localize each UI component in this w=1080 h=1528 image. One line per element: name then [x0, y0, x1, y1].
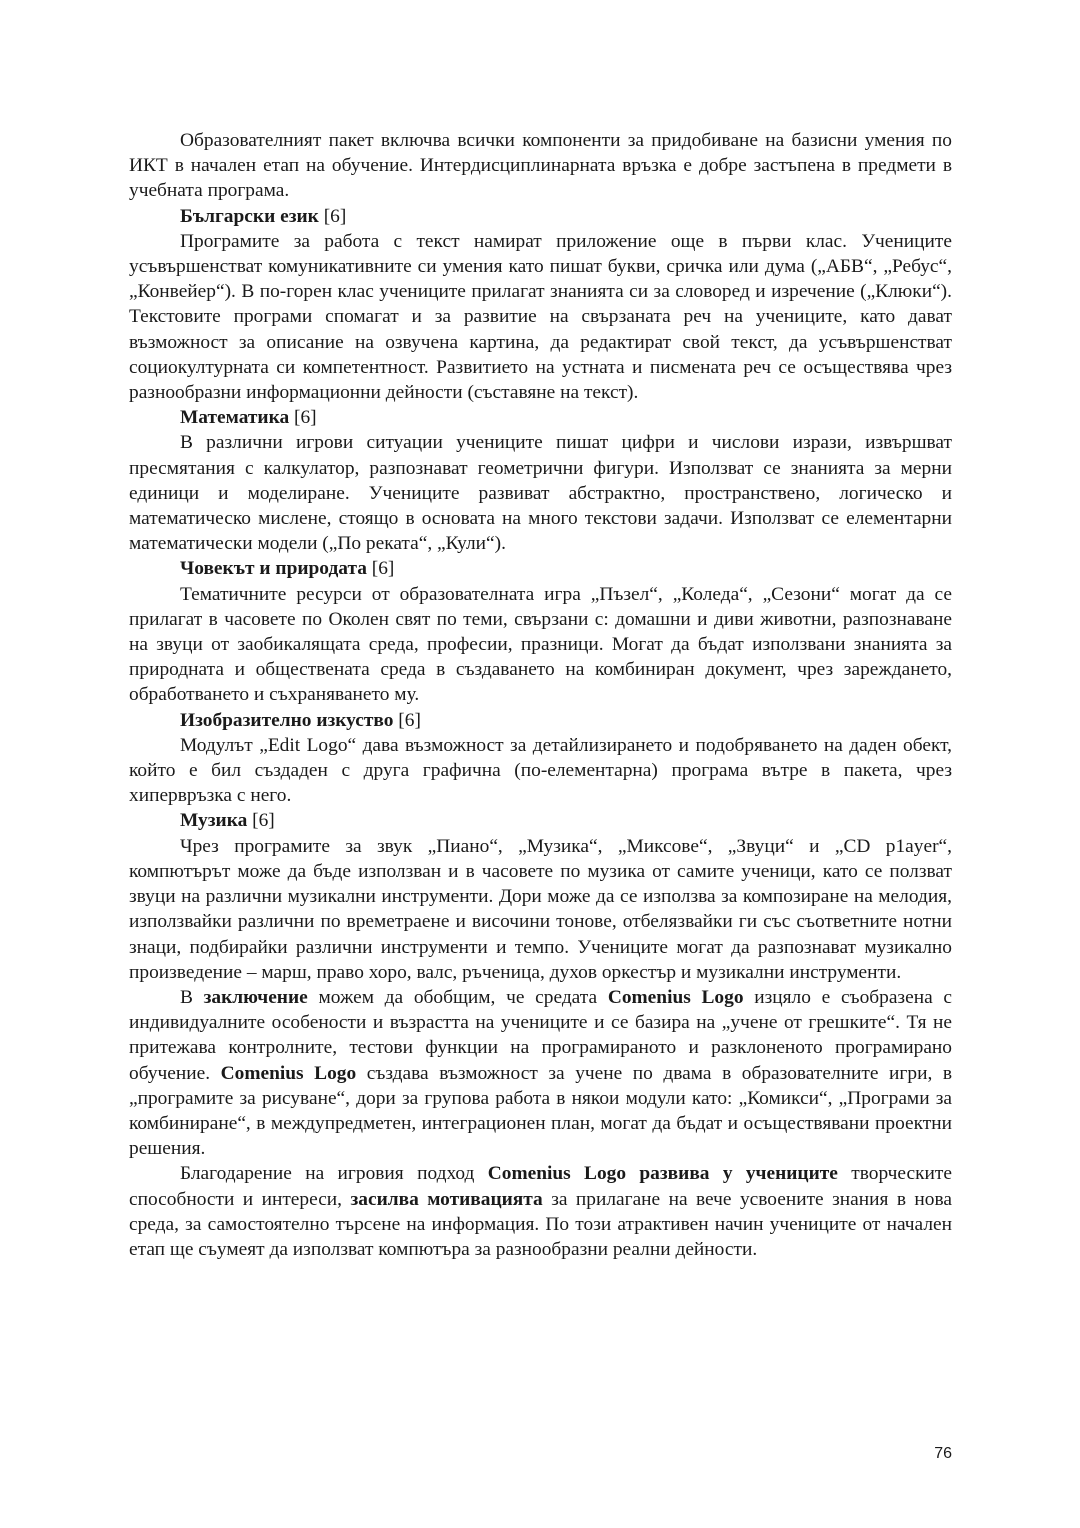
- page-number: 76: [934, 1445, 952, 1462]
- section-text-nature: Тематичните ресурси от образователната игра „Пъзел“, „Коледа“, „Сезони“ могат да се прилагат в часовете по Околен свят по теми, свързани с: домашни и диви животни, разпознаване на звуци от заобикалящата среда, професии, празници. Могат да бъдат използвани знанията за природната и обществената среда в създаването на комбиниран документ, чрез зареждането, обработването и съхраняването му.: [129, 583, 952, 706]
- document-body: [129, 128, 952, 1262]
- section-title: Изобразително изкуство: [180, 709, 394, 731]
- text-run: създава възможност за учене по двама в образователните игри, в „програмите за рисуване“, дори за групова работа в някои модули като: „Комикси“, „Програми за комбиниране“, в междупредметен, интеграционен план, могат да бъдат и осъществявани проектни решения.: [129, 1062, 952, 1160]
- text-run: за прилагане на вече усвоените знания в нова среда, за самостоятелно търсене на информация. По този атрактивен начин учениците от начален етап ще съумеят да използват компютъра за разнообразни реални дейности.: [129, 1188, 952, 1260]
- final-paragraph: [129, 1161, 952, 1262]
- bold-run: заключение: [203, 986, 308, 1008]
- intro-paragraph: Образователният пакет включва всички компоненти за придобиване на базисни умения по ИКТ в начален етап на обучение. Интердисциплинарната връзка е добре застъпена в предмети в учебната програма.: [129, 130, 952, 202]
- section-ref: [6]: [366, 558, 395, 580]
- section-text-bulgarian: Програмите за работа с текст намират приложение още в първи клас. Учениците усъвършенстват комуникативните си умения като пишат букви, сричка или дума („АБВ“, „Ребус“, „Конвейер“). В по-горен клас учениците прилагат знанията си за словоред и изречение („Клюки“). Текстовите програми спомагат и за развитие на свързаната реч на учениците, като дават възможност за описание на озвучена картина, да редактират свой текст, да усъвършенстват социокултурната си компетентност. Развитието на устната и писмената реч се осъществява чрез разнообразни информационни дейности (съставяне на текст).: [129, 230, 952, 404]
- text-run: Благодарение на игровия подход: [180, 1163, 488, 1185]
- bold-run: засилва мотивацията: [350, 1188, 543, 1210]
- text-run: изцяло е съобразена с индивидуалните особености и възрастта на учениците и се базира на „учене от грешките“. Тя не притежава контролните, тестови функции на програмираното и разклоненото програмирано обучение.: [129, 986, 952, 1084]
- section-ref: [6]: [247, 810, 275, 832]
- section-heading-music: [129, 808, 952, 833]
- section-ref: [6]: [289, 407, 317, 429]
- section-title: Човекът и природата: [180, 558, 367, 580]
- section-heading-bulgarian: [129, 204, 952, 229]
- bold-run: Comenius Logo: [607, 986, 744, 1008]
- conclusion-paragraph: [129, 985, 952, 1161]
- section-text-art: Модулът „Edit Logo“ дава възможност за детайлизирането и подобряването на даден обект, който е бил създаден с друга графична (по-елементарна) програма вътре в пакета, чрез хипервръзка с него.: [129, 734, 952, 807]
- section-ref: [6]: [393, 709, 421, 731]
- section-text-music: Чрез програмите за звук „Пиано“, „Музика“, „Миксове“, „Звуци“ и „CD p1ayer“, компютърът може да бъде използван и в часовете по музика от самите ученици, като се ползват звуци на различни музикални инструменти. Дори може да се използва за композиране на мелодия, използвайки различни по времетраене и височини тонове, отбелязвайки ги със съответните нотни знаци, подбирайки различни инструменти и темпо. Учениците могат да разпознават музикално произведение – марш, право хоро, валс, ръченица, духов оркестър и музикални инструменти.: [129, 835, 952, 983]
- section-text-math: В различни игрови ситуации учениците пишат цифри и числови изрази, извършват пресмятания с калкулатор, разпознават геометрични фигури. Използват се знанията за мерни единици и моделиране. Учениците развиват абстрактно, пространствено, логическо и математическо мислене, стоящо в основата на много текстови задачи. Използват се елементарни математически модели („По реката“, „Кули“).: [129, 432, 952, 555]
- section-heading-art: [129, 708, 952, 733]
- section-title: Математика: [180, 407, 290, 429]
- section-title: Български език: [180, 205, 319, 227]
- bold-run: Comenius Logo развива у учениците: [487, 1163, 838, 1185]
- text-run: творческите способности и интереси,: [129, 1163, 952, 1210]
- section-heading-math: [129, 405, 952, 430]
- text-run: В: [180, 986, 204, 1008]
- text-run: можем да обобщим, че средата: [307, 986, 608, 1008]
- section-ref: [6]: [318, 205, 347, 227]
- section-title: Музика: [180, 810, 248, 832]
- section-heading-nature: [129, 556, 952, 581]
- bold-run: Comenius Logo: [220, 1062, 357, 1084]
